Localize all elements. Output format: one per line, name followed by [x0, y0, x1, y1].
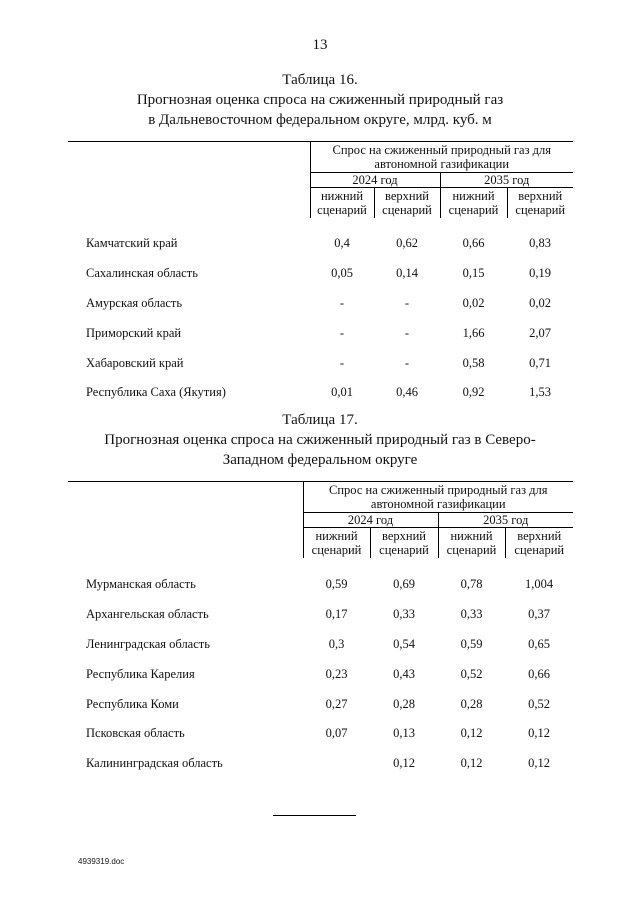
table16-header-main: Спрос на сжиженный природный газ для автономной газификации — [310, 142, 573, 173]
table17-corner-2 — [68, 513, 303, 528]
table17-subheader-low-2035: нижний сценарий — [438, 528, 505, 558]
document-code: 4939319.doc — [78, 857, 125, 866]
table-row — [68, 689, 573, 719]
value-cell: 0,66 — [528, 666, 550, 681]
table-row — [68, 377, 573, 407]
footer-rule — [273, 815, 356, 816]
value-cell: 0,19 — [529, 266, 551, 281]
table16-subheader-high-2035: верхний сценарий — [507, 188, 573, 218]
value-cell: 0,15 — [462, 266, 485, 281]
region-name: Архангельская область — [86, 607, 209, 622]
table-row — [68, 258, 573, 288]
table17-subheader-low-2024: нижний сценарий — [303, 528, 370, 558]
table17 — [68, 481, 573, 778]
table17-subheader-high-2024: верхний сценарий — [370, 528, 438, 558]
region-name: Республика Коми — [86, 696, 179, 711]
value-cell: 0,28 — [460, 696, 483, 711]
value-cell: 0,59 — [460, 636, 483, 651]
value-cell: 0,02 — [529, 295, 551, 310]
table17-body — [68, 570, 573, 779]
table-row — [68, 288, 573, 318]
table16-corner — [68, 142, 310, 173]
table16-title: Таблица 16. — [282, 72, 358, 88]
value-cell: 0,13 — [393, 726, 415, 741]
value-cell: 0,3 — [328, 636, 345, 651]
table-row — [68, 599, 573, 629]
value-cell: 0,12 — [393, 756, 415, 771]
region-name: Мурманская область — [86, 577, 196, 592]
value-cell: 0,59 — [325, 577, 348, 592]
value-cell: - — [404, 295, 410, 310]
region-name: Сахалинская область — [86, 266, 198, 281]
value-cell: 0,52 — [528, 696, 550, 711]
table16-corner-2 — [68, 173, 310, 188]
table16 — [68, 141, 573, 407]
table17-caption-line-2: Западном федеральном округе — [222, 452, 418, 468]
region-name: Хабаровский край — [86, 355, 184, 370]
table-row — [68, 229, 573, 259]
value-cell: - — [339, 295, 345, 310]
value-cell: 0,12 — [460, 726, 483, 741]
value-cell: 2,07 — [529, 325, 551, 340]
table16-subheader-low-2035: нижний сценарий — [440, 188, 507, 218]
value-cell: 0,62 — [396, 236, 418, 251]
table17-caption — [0, 410, 640, 470]
table16-year-2035: 2035 год — [440, 173, 573, 188]
value-cell: 1,004 — [524, 577, 554, 592]
value-cell: 0,58 — [462, 355, 485, 370]
table16-corner-3 — [68, 188, 310, 218]
table17-corner-3 — [68, 528, 303, 558]
value-cell: - — [404, 355, 410, 370]
table16-subheader-low-2024: нижний сценарий — [310, 188, 374, 218]
value-cell: 1,66 — [462, 325, 485, 340]
table-row — [68, 659, 573, 689]
value-cell: 0,66 — [462, 236, 485, 251]
value-cell: - — [339, 355, 345, 370]
region-name: Камчатский край — [86, 236, 178, 251]
region-name: Республика Карелия — [86, 666, 195, 681]
table16-caption-line-2: в Дальневосточном федеральном округе, млрд. куб. м — [148, 112, 492, 128]
table-row — [68, 718, 573, 748]
table-row — [68, 570, 573, 600]
value-cell: 0,17 — [325, 607, 348, 622]
value-cell: 0,69 — [393, 577, 415, 592]
region-name: Ленинградская область — [86, 636, 210, 651]
table16-subheader-high-2024: верхний сценарий — [374, 188, 440, 218]
value-cell: 0,4 — [334, 236, 350, 251]
table16-year-2024: 2024 год — [310, 173, 440, 188]
region-name: Амурская область — [86, 295, 183, 310]
table16-caption — [0, 70, 640, 130]
value-cell: - — [404, 325, 410, 340]
value-cell: 0,14 — [396, 266, 418, 281]
value-cell: 0,07 — [325, 726, 348, 741]
value-cell: 0,78 — [460, 577, 483, 592]
region-name: Псковская область — [86, 726, 185, 741]
value-cell: 0,28 — [393, 696, 415, 711]
value-cell: 0,43 — [393, 666, 415, 681]
table16-caption-line-1: Прогнозная оценка спроса на сжиженный природный газ — [136, 92, 504, 108]
value-cell: 0,92 — [462, 385, 485, 400]
value-cell — [303, 748, 370, 778]
table17-header-main: Спрос на сжиженный природный газ для автономной газификации — [303, 482, 573, 513]
table17-title: Таблица 17. — [282, 412, 358, 428]
region-name: Приморский край — [86, 325, 182, 340]
table-row — [68, 318, 573, 348]
table-row — [68, 348, 573, 378]
value-cell: 0,33 — [460, 607, 483, 622]
value-cell: 0,05 — [331, 266, 353, 281]
value-cell: 0,83 — [529, 236, 551, 251]
value-cell: 1,53 — [529, 385, 551, 400]
value-cell: - — [339, 325, 345, 340]
table17-year-2024: 2024 год — [303, 513, 438, 528]
value-cell: 0,12 — [528, 726, 550, 741]
table17-spacer — [68, 558, 573, 570]
region-name: Республика Саха (Якутия) — [86, 385, 226, 400]
value-cell: 0,33 — [393, 607, 415, 622]
value-cell: 0,02 — [462, 295, 485, 310]
table17-year-2035: 2035 год — [438, 513, 573, 528]
table16-body — [68, 229, 573, 408]
value-cell: 0,65 — [528, 636, 550, 651]
value-cell: 0,01 — [331, 385, 353, 400]
value-cell: 0,12 — [460, 756, 483, 771]
table17-subheader-high-2035: верхний сценарий — [505, 528, 573, 558]
value-cell: 0,52 — [460, 666, 483, 681]
value-cell: 0,23 — [325, 666, 348, 681]
table16-spacer — [68, 218, 573, 229]
value-cell: 0,27 — [325, 696, 348, 711]
table-row — [68, 629, 573, 659]
region-name: Калининградская область — [86, 756, 223, 771]
value-cell: 0,54 — [393, 636, 415, 651]
table17-caption-line-1: Прогнозная оценка спроса на сжиженный природный газ в Северо- — [104, 432, 536, 448]
page-number: 13 — [312, 37, 328, 53]
value-cell: 0,71 — [529, 355, 551, 370]
value-cell: 0,46 — [396, 385, 418, 400]
table17-corner — [68, 482, 303, 513]
value-cell: 0,12 — [528, 756, 550, 771]
table-row — [68, 748, 573, 778]
value-cell: 0,37 — [528, 607, 550, 622]
